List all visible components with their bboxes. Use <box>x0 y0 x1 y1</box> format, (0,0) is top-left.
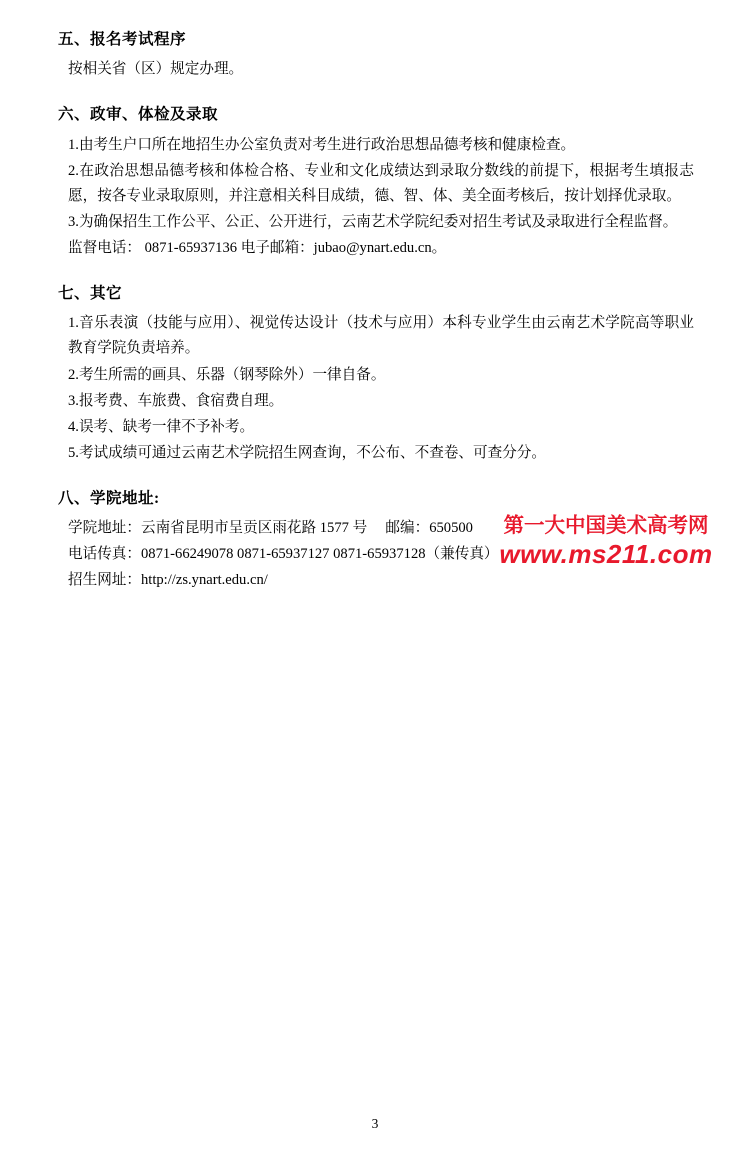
section-title-political-review: 六、政审、体检及录取 <box>58 106 219 124</box>
address-line-3: 招生网址：http://zs.ynart.edu.cn/ <box>68 572 268 589</box>
section-procedure <box>56 28 694 82</box>
section-others-line-3: 3.报考费、车旅费、食宿费自理。 <box>68 392 284 409</box>
section-title-address: 八、学院地址: <box>58 489 160 507</box>
address-line-2: 电话传真：0871-66249078 0871-65937127 0871-65937128（兼传真） <box>68 546 499 563</box>
section-others-line-2: 2.考生所需的画具、乐器（钢琴除外）一律自备。 <box>68 366 386 383</box>
section-others-line-4: 4.误考、缺考一律不予补考。 <box>68 418 255 435</box>
page-number: 3 <box>371 1116 379 1131</box>
section-political-review-line-3: 3.为确保招生工作公平、公正、公开进行，云南艺术学院纪委对招生考试及录取进行全程监督。 <box>68 213 678 230</box>
section-others-line-5: 5.考试成绩可通过云南艺术学院招生网查询，不公布、不查卷、可查分分。 <box>68 444 546 461</box>
watermark-title: 第一大中国美术高考网 <box>503 515 709 537</box>
watermark-url: www.ms211.com <box>499 538 713 569</box>
section-address <box>56 487 694 594</box>
section-political-review-line-2: 2.在政治思想品德考核和体检合格、专业和文化成绩达到录取分数线的前提下，根据考生填报志愿，按各专业录取原则，并注意相关科目成绩，德、智、体、美全面考核后，按计划择优录取。 <box>68 162 694 204</box>
section-political-review <box>56 103 694 261</box>
address-line-1: 学院地址：云南省昆明市呈贡区雨花路 1577 号 邮编：650500 <box>68 520 473 537</box>
section-procedure-line-1: 按相关省（区）规定办理。 <box>68 61 244 78</box>
spacer <box>56 265 694 282</box>
section-title-procedure: 五、报名考试程序 <box>58 31 187 48</box>
spacer <box>56 470 694 487</box>
section-others-line-1: 1.音乐表演（技能与应用）、视觉传达设计（技术与应用）本科专业学生由云南艺术学院高等职业教育学院负责培养。 <box>68 315 694 357</box>
spacer <box>56 86 694 103</box>
section-title-others: 七、其它 <box>58 285 123 303</box>
section-others <box>56 282 694 466</box>
section-political-review-line-1: 1.由考生户口所在地招生办公室负责对考生进行政治思想品德考核和健康检查。 <box>68 136 576 153</box>
section-political-review-contact: 监督电话： 0871-65937136 电子邮箱：jubao@ynart.edu.cn。 <box>68 239 447 256</box>
